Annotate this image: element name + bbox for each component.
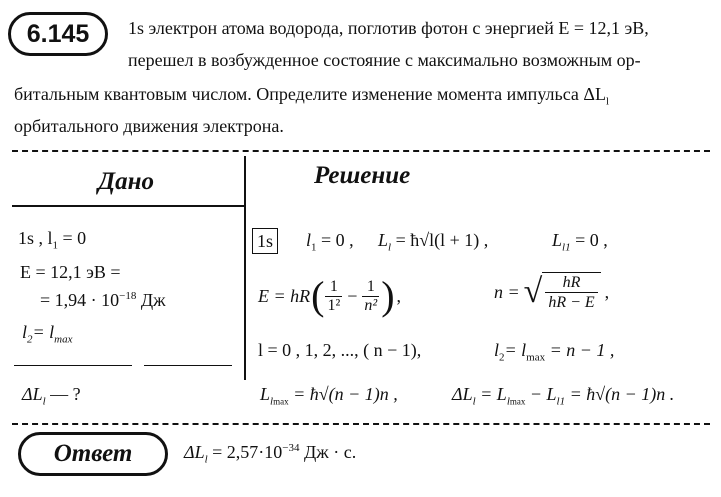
- problem-line-1: 1s электрон атома водорода, поглотив фотон с энергией E = 12,1 эВ,: [128, 18, 649, 38]
- solution-row4-b: $\Delta L_l = L_{lmax} - L_{l1}$ = ħ√(n − 1)n .: [452, 384, 675, 408]
- given-header-rule: [12, 205, 244, 207]
- solution-row3-a: l = 0 , 1, 2, ..., ( n − 1),: [258, 340, 422, 360]
- solution-row2-energy: E = hR ( 1 1² − $\frac{1}{\text{n²}}$ ) ,: [258, 273, 402, 318]
- answer-badge: [18, 432, 168, 476]
- problem-line-2: перешел в возбужденное состояние с максимально возможным ор-: [128, 50, 641, 70]
- given-bottom-rule-2: [144, 365, 232, 366]
- problem-line-3: битальным квантовым числом. Определите изменение момента импульса $\Delta L_l$: [14, 84, 610, 108]
- solution-row2-n: n = √ hR hR − E ,: [494, 273, 610, 311]
- given-row-3: = $1,94 \cdot 10^{-18}$ Дж: [40, 290, 166, 310]
- solution-row1-c: $L_{l1} = 0$ ,: [552, 230, 608, 254]
- given-row-2: E = 12,1 эВ =: [20, 262, 121, 282]
- given-find: $\Delta L_l$ — ?: [22, 384, 81, 408]
- answer-divider: [12, 423, 710, 425]
- solution-row1-a: $l_1 = 0$ ,: [306, 230, 354, 254]
- solution-row1-b: $L_l$ = ħ√l(l + 1) ,: [378, 230, 489, 254]
- given-row-4: $l_2= l_{max}$: [22, 322, 73, 346]
- given-bottom-rule: [14, 365, 132, 366]
- problem-number: 6.145: [26, 19, 90, 48]
- solution-row3-b: $l_2= l_{max} = n - 1$ ,: [494, 340, 615, 364]
- vertical-divider: [244, 156, 246, 380]
- given-title: Дано: [98, 168, 154, 195]
- given-row-1: 1s , $l_1 = 0$: [18, 228, 87, 252]
- solution-title: Решение: [314, 162, 411, 189]
- top-divider: [12, 150, 710, 152]
- problem-number-badge: [8, 12, 108, 56]
- answer-label: Ответ: [53, 440, 133, 467]
- solution-1s-box: 1s: [252, 228, 278, 254]
- solution-row4-a: $L_{lmax}$ = ħ√(n − 1)n ,: [260, 384, 398, 408]
- answer-value: $\Delta L_l = 2,57\cdot 10^{-34}$ Дж · с.: [184, 442, 357, 466]
- problem-line-4: орбитального движения электрона.: [14, 116, 284, 136]
